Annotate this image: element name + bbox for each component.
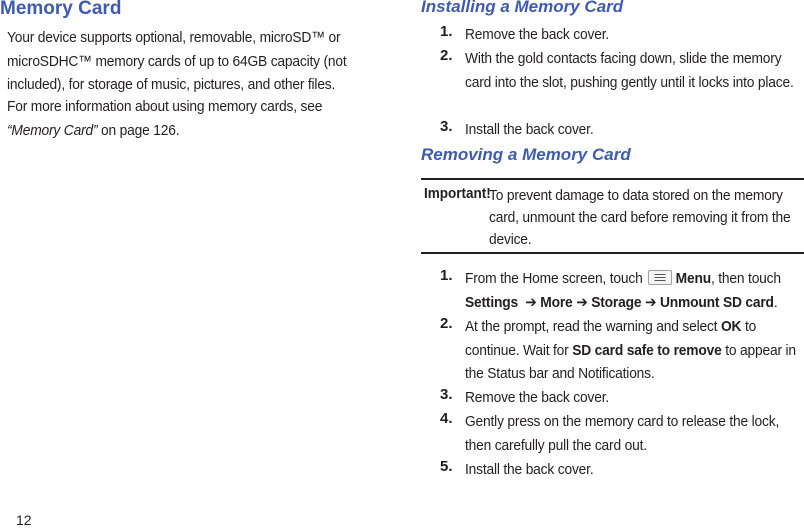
section-title-memory-card: Memory Card: [0, 0, 122, 19]
important-note: [421, 185, 804, 249]
memory-card-cross-ref[interactable]: “Memory Card”: [7, 121, 98, 139]
memory-card-more-info: For more information about using memory cards, see “Memory Card” on page 126.: [7, 98, 323, 139]
installing-steps: [440, 23, 804, 142]
list-item: 3. Install the back cover.: [440, 118, 594, 138]
list-item: 4. Gently press on the memory card to release the lock, then carefully pull the card out.: [440, 410, 780, 454]
page-number: 12: [16, 512, 32, 528]
section-title-removing: Removing a Memory Card: [421, 145, 631, 164]
memory-card-intro: Your device supports optional, removable, microSD™ or microSDHC™ memory cards of up to 64GB capacity (not included), for storage of music, pictures, and other files.: [7, 29, 347, 93]
important-label: Important!: [424, 185, 491, 202]
arrow-icon: ➔: [576, 293, 588, 311]
list-item: 1. From the Home screen, touch Menu, then touch Settings ➔ More ➔ Storage ➔ Unmount SD card.: [440, 267, 781, 311]
removing-steps: [440, 267, 804, 482]
important-text: To prevent damage to data stored on the memory card, unmount the card before removing it from the device.: [489, 187, 791, 248]
list-item: 3. Remove the back cover.: [440, 386, 609, 406]
menu-icon: [648, 270, 672, 285]
list-item: 5. Install the back cover.: [440, 458, 594, 478]
list-item: 2. At the prompt, read the warning and select OK to continue. Wait for SD card safe to remove to appear in the Status bar and Notifications.: [440, 315, 796, 382]
arrow-icon: ➔: [525, 293, 537, 311]
list-item: 1. Remove the back cover.: [440, 23, 609, 43]
divider-bottom: [421, 252, 804, 254]
arrow-icon: ➔: [644, 293, 657, 311]
section-title-installing: Installing a Memory Card: [421, 0, 624, 16]
divider-top: [421, 178, 804, 180]
list-item: 2. With the gold contacts facing down, slide the memory card into the slot, pushing gently until it locks into place.: [440, 47, 794, 91]
